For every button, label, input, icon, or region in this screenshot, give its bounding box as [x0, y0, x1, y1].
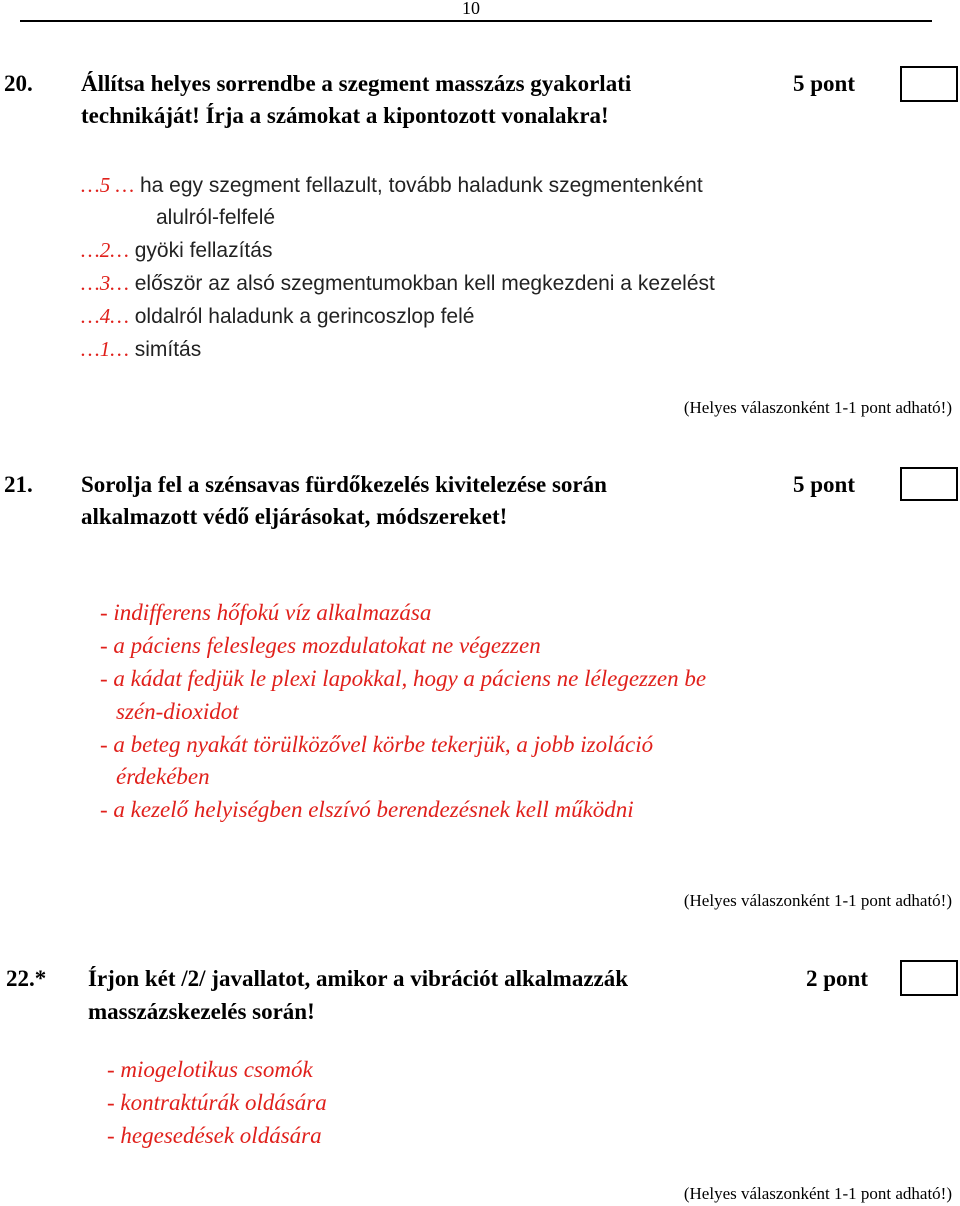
q20-scoring-note: (Helyes válaszonként 1-1 pont adható!): [683, 398, 952, 417]
q20-points: 5 pont: [793, 71, 855, 96]
q20-item-2-text: gyöki fellazítás: [134, 239, 273, 262]
q22-scoring-note: (Helyes válaszonként 1-1 pont adható!): [683, 1184, 952, 1203]
q20-prompt-line2: technikáját! Írja a számokat a kipontozott vonalakra!: [81, 103, 609, 128]
q20-item-1-text: ha egy szegment fellazult, tovább haladunk szegmentenként: [139, 174, 703, 197]
q21-scoring-note: (Helyes válaszonként 1-1 pont adható!): [683, 891, 952, 910]
q20-item-4-answer[interactable]: …4…: [81, 304, 129, 328]
q20-number: 20.: [4, 71, 33, 96]
q20-item-3-answer[interactable]: …3…: [81, 271, 129, 295]
q22-answer-1: - miogelotikus csomók: [107, 1057, 313, 1082]
q22-points: 2 pont: [806, 966, 868, 991]
q22-number: 22.*: [6, 966, 47, 991]
q20-item-4: [81, 300, 474, 333]
q20-item-4-text: oldalról haladunk a gerincoszlop felé: [134, 305, 475, 328]
q20-item-2-answer[interactable]: …2…: [81, 238, 129, 262]
q20-prompt-line1: Állítsa helyes sorrendbe a szegment masszázs gyakorlati: [81, 71, 632, 96]
q21-points: 5 pont: [793, 472, 855, 497]
q21-answer-4: - a beteg nyakát törülközővel körbe tekerjük, a jobb izoláció: [100, 732, 654, 757]
q21-prompt-line1: Sorolja fel a szénsavas fürdőkezelés kivitelezése során: [81, 472, 607, 497]
q20-item-5-answer[interactable]: …1…: [81, 337, 129, 361]
q21-number: 21.: [4, 472, 33, 497]
q22-answer-3: - hegesedések oldására: [107, 1123, 322, 1148]
q20-item-2: [81, 234, 272, 267]
q22-answer-2: - kontraktúrák oldására: [107, 1090, 327, 1115]
q22-prompt-line1: Írjon két /2/ javallatot, amikor a vibrációt alkalmazzák: [88, 966, 629, 991]
q21-answer-3-cont: szén-dioxidot: [116, 699, 239, 724]
header-rule: [20, 20, 932, 22]
q21-answer-4-cont: érdekében: [116, 764, 210, 789]
q21-score-box[interactable]: [900, 467, 958, 501]
q21-answer-5: - a kezelő helyiségben elszívó berendezésnek kell működni: [100, 797, 634, 822]
page-number: 10: [462, 0, 480, 18]
q20-item-3-text: először az alsó szegmentumokban kell megkezdeni a kezelést: [134, 272, 715, 295]
q20-item-5: [81, 333, 201, 366]
q20-item-1-cont: alulról-felfelé: [156, 206, 276, 229]
q21-answer-2: - a páciens felesleges mozdulatokat ne végezzen: [100, 633, 541, 658]
q21-answer-3: - a kádat fedjük le plexi lapokkal, hogy a páciens ne lélegezzen be: [100, 666, 707, 691]
q21-answer-1: - indifferens hőfokú víz alkalmazása: [100, 600, 432, 625]
q20-item-1: [81, 169, 703, 202]
q20-item-1-answer[interactable]: …5 …: [81, 173, 135, 197]
q21-prompt-line2: alkalmazott védő eljárásokat, módszereket!: [81, 504, 508, 529]
q22-prompt-line2: masszázskezelés során!: [88, 999, 315, 1024]
q20-item-3: [81, 267, 715, 300]
q20-score-box[interactable]: [900, 66, 958, 102]
q22-score-box[interactable]: [900, 960, 958, 996]
q20-item-5-text: simítás: [134, 338, 202, 361]
